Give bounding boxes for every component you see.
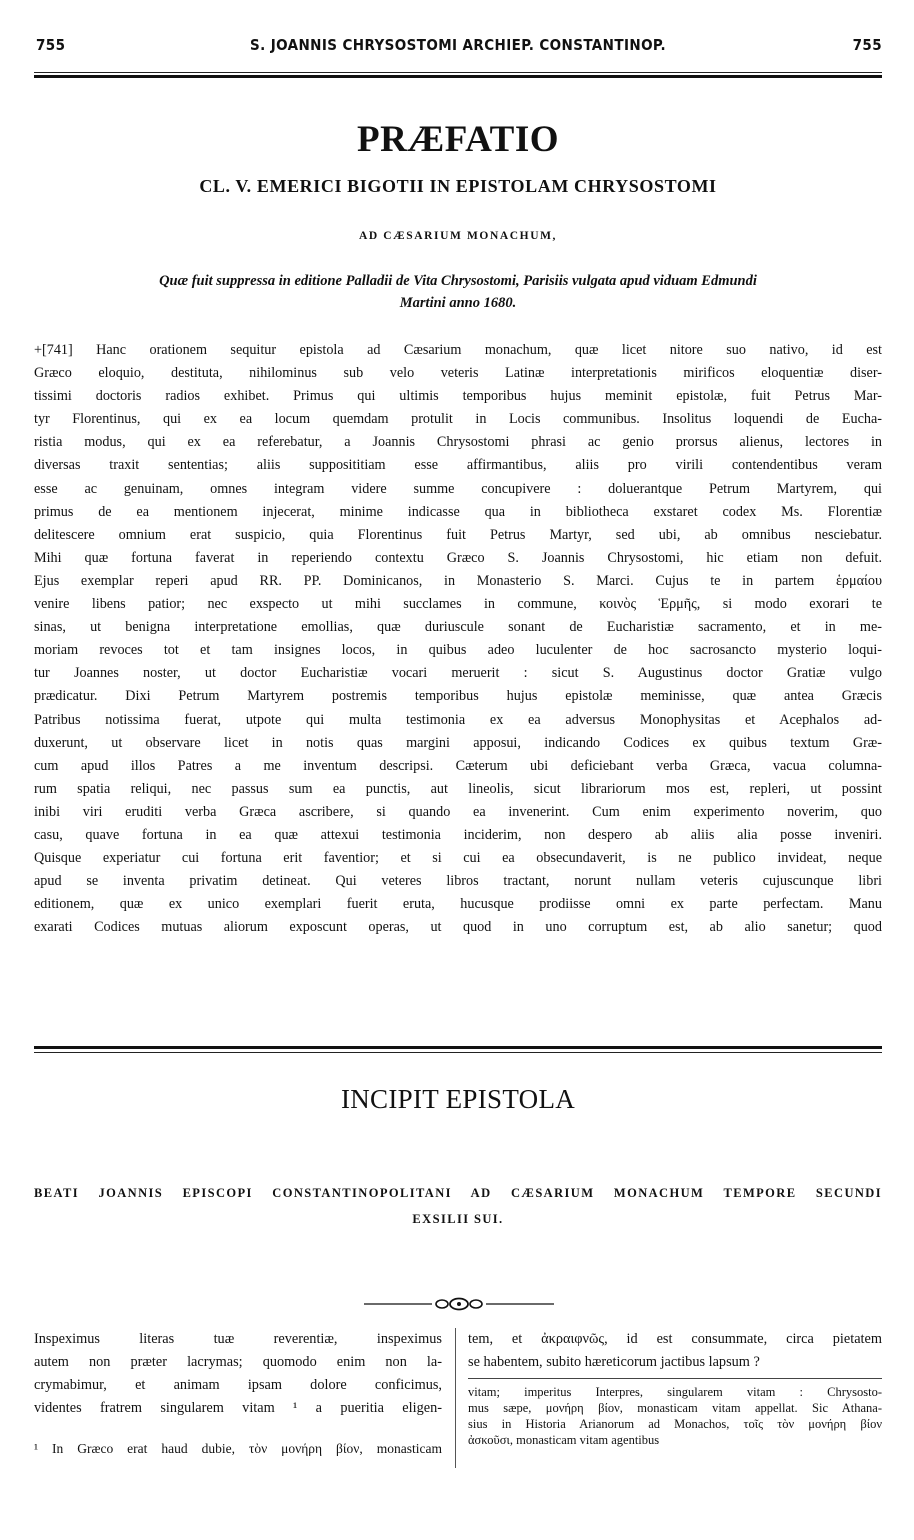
- body-line: Græco eloquio, destituta, nihilominus sub velo veteris Latinæ interpretationis mirificos eloquentiæ diser-: [34, 365, 882, 382]
- header-rule-thick: [34, 75, 882, 78]
- body-line: Mihi quæ fortuna faverat in reperiendo contextu Græco S. Joannis Chrysostomi, hic etiam non defuit.: [34, 549, 882, 566]
- body-line: sinas, ut benigna interpretatione emollias, quæ duriuscule sonant de Eucharistiæ sacramento, et in me-: [34, 619, 882, 636]
- preface-italic-note: [34, 270, 882, 314]
- right-col-line: se habentem, subito hæreticorum jactibus lapsum ?: [468, 1354, 760, 1370]
- column-divider: [455, 1328, 456, 1468]
- body-line: inibi viri eruditi verba Græca ascribere, si quando ea invenerint. Cum enim experimento noverim, quo: [34, 803, 882, 820]
- body-line: casu, quave fortuna in ea quæ attexui testimonia inciderim, non despero ab aliis alia posse inveniri.: [34, 826, 882, 843]
- preface-subtitle-2: AD CÆSARIUM MONACHUM,: [358, 230, 558, 242]
- epistola-left-column: [34, 1328, 442, 1420]
- body-line: tur Joannes noster, ut doctor Eucharistiæ vocari meruerit : sicut S. Augustinus doctor Gratiæ vulgo: [34, 665, 882, 682]
- right-col-line: tem, et ἀκραιφνῶς, id est consummate, circa pietatem: [468, 1331, 882, 1347]
- ornament-divider-icon: [364, 1294, 554, 1314]
- epistola-subtitle: [34, 1180, 882, 1232]
- preface-title: PRÆFATIO: [356, 119, 559, 160]
- body-line: prædicatur. Dixi Petrum Martyrem postremis temporibus hujus epistolæ meminisse, quæ antea Græcis: [34, 688, 882, 705]
- left-col-line: autem non præter lacrymas; quomodo enim non la-: [34, 1354, 442, 1370]
- body-line: tyr Florentinus, qui ex ea locum quemdam protulit in Locis communibus. Insolitus loquendi de Eucha-: [34, 411, 882, 428]
- body-line: Patribus notissima fuerat, utpote qui multa testimonia ex ea adversus Monophysitas et Acephalos ad-: [34, 711, 882, 728]
- body-line: +[741] Hanc orationem sequitur epistola ad Cæsarium monachum, quæ licet nitore suo nativo, id est: [34, 342, 882, 358]
- footnote-left-line: ¹ In Græco erat haud dubie, τὸν μονήρη βίον, monasticam: [34, 1441, 442, 1456]
- epistola-right-column: [468, 1328, 882, 1374]
- footnote-left: [34, 1440, 442, 1458]
- running-header: [34, 36, 882, 58]
- page-number-right: 755: [852, 36, 882, 54]
- body-line: moriam revoces tot et tam insignes locos, in quibus adeo luculenter de hoc sacrosancto mysterio loqui-: [34, 642, 882, 659]
- preface-body: [34, 339, 882, 939]
- page-number-left: 755: [36, 36, 66, 54]
- body-line: duxerunt, ut observare licet in notis quas margini apposui, indicando Codices ex quibus textum Græ-: [34, 734, 882, 751]
- italic-note-line-1: Quæ fuit suppressa in editione Palladii de Vita Chrysostomi, Parisiis vulgata apud viduam Edmundi: [159, 273, 757, 289]
- footnote-right-line: sius in Historia Arianorum ad Monachos, τοῖς τὸν μονήρη βίον: [468, 1417, 882, 1431]
- left-col-line: crymabimur, et animam ipsam dolore conficimus,: [34, 1377, 442, 1393]
- document-page: [34, 0, 882, 1540]
- body-line: exarati Codices mutuas aliorum exposcunt operas, ut quod in uno corruptum est, ab alio sanetur; quod: [34, 919, 882, 936]
- body-line: Quisque experiatur cui fortuna erit faventior; et si cui ea obsecundaverit, is ne publico invideat, neque: [34, 850, 882, 867]
- body-line: ristia modus, qui ex ea referebatur, a Joannis Chrysostomi phrasi ac genio prorsus alienus, lectores in: [34, 434, 882, 451]
- epistola-subtitle-line-2: EXSILII SUI.: [412, 1212, 504, 1226]
- header-rule-thin: [34, 72, 882, 73]
- section-rule-thick: [34, 1046, 882, 1049]
- body-line: apud se inventa privatim detineat. Qui veteres libros tractant, norunt nullam veteris cujuscunque libri: [34, 873, 882, 890]
- body-line: editionem, quæ ex unico exemplari fuerit eruta, hucusque prodiisse omni ex parte perfectam. Manu: [34, 896, 882, 913]
- body-line: rum spatia reliqui, nec passus sum ea punctis, aut lineolis, sicut librariorum mos est, repleri, ut possint: [34, 780, 882, 797]
- footnote-right-line: mus sæpe, μονήρη βίον, monasticam vitam appellat. Sic Athana-: [468, 1401, 882, 1415]
- body-line: primus de ea mentionem injecerat, minime indicasse qua in bibliotheca exstaret codex Ms. Florentiæ: [34, 503, 882, 520]
- preface-subtitle: CL. V. EMERICI BIGOTII IN EPISTOLAM CHRYSOSTOMI: [199, 176, 717, 196]
- body-line: venire libens patior; nec exspecto ut mihi succlames in commune, κοινὸς Ἑρμῆς, si modo exorari te: [34, 596, 882, 613]
- footnote-right-line: ἀσκοῦσι, monasticam vitam agentibus: [468, 1433, 660, 1447]
- body-line: diversas traxit sententias; aliis supposititiam esse affirmantibus, aliis pro virili contendentibus veram: [34, 457, 882, 474]
- body-line: esse ac genuinam, omnes integram videre summe concupivere : doluerantque Petrum Martyrem, qui: [34, 480, 882, 497]
- footnote-rule-right: [468, 1378, 882, 1379]
- footnote-right: [468, 1384, 882, 1448]
- body-line: tissimi doctoris radios exhibet. Primus qui ultimis temporibus hujus meminit epistolæ, fuit Petrus Mar-: [34, 388, 882, 405]
- left-col-line: Inspeximus literas tuæ reverentiæ, inspeximus: [34, 1331, 442, 1347]
- body-line: cum apud illos Patres a me inventum descripsi. Cæterum ubi deficiebant verba Græca, vacua columna-: [34, 757, 882, 774]
- body-line: delitescere omnium erat suspicio, quia Florentinus fuit Petrus Martyr, sed ubi, ab omnibus nesciebatur.: [34, 526, 882, 543]
- italic-note-line-2: Martini anno 1680.: [399, 295, 517, 311]
- left-col-line: videntes fratrem singularem vitam ¹ a pueritia eligen-: [34, 1400, 442, 1416]
- epistola-title: INCIPIT EPISTOLA: [340, 1084, 576, 1114]
- body-line: Ejus exemplar reperi apud RR. PP. Dominicanos, in Monasterio S. Marci. Cujus te in partem ἑρμαίου: [34, 572, 882, 589]
- running-title: S. JOANNIS CHRYSOSTOMI ARCHIEP. CONSTANTINOP.: [250, 36, 666, 54]
- epistola-subtitle-line-1: BEATI JOANNIS EPISCOPI CONSTANTINOPOLITANI AD CÆSARIUM MONACHUM TEMPORE SECUNDI: [34, 1186, 882, 1200]
- section-rule-thin: [34, 1052, 882, 1053]
- footnote-right-line: vitam; imperitus Interpres, singularem vitam : Chrysosto-: [468, 1385, 882, 1399]
